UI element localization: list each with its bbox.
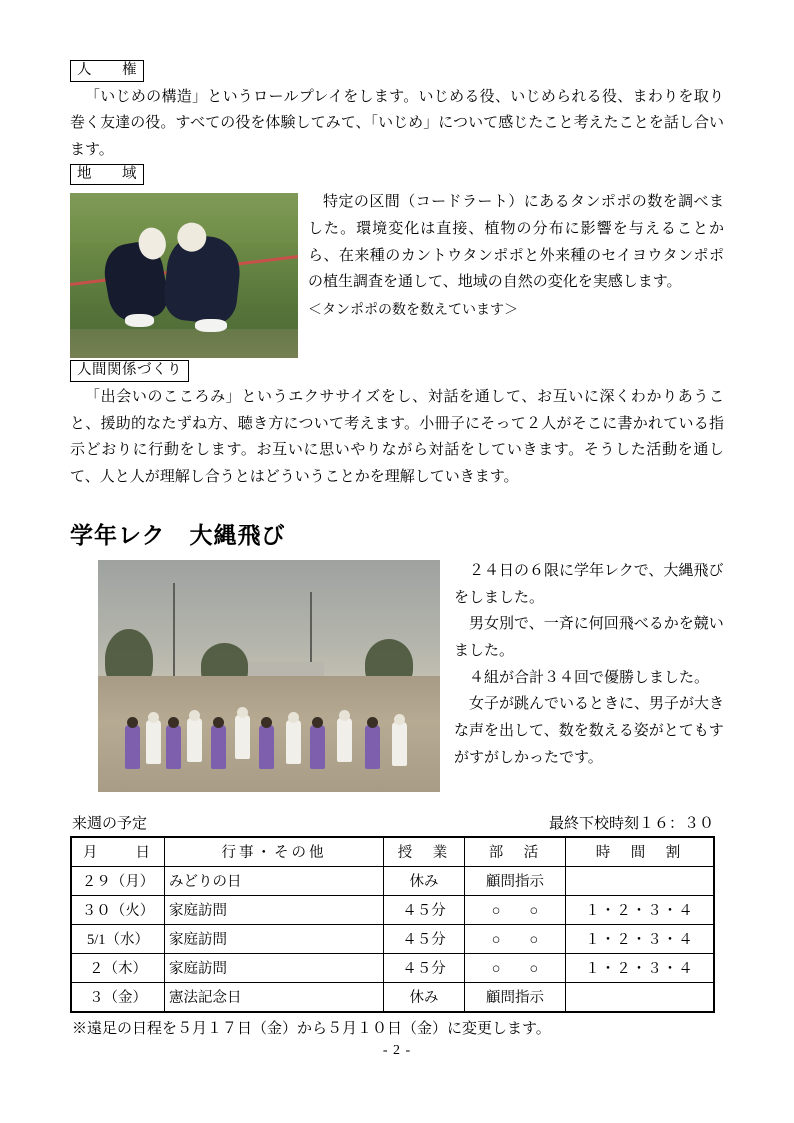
cell-event: 家庭訪問 xyxy=(165,895,384,924)
column-header-event: 行事・その他 xyxy=(165,837,384,867)
section-body-chiiki: 特定の区間（コードラート）にあるタンポポの数を調べました。環境変化は直接、植物の分布に影響を与えることから、在来種のカントウタンポポと外来種のセイヨウタンポポの植生調査を通して、地域の自然の変化を実感します。 xyxy=(308,194,724,291)
rec-paragraph-4: 女子が跳んでいるときに、男子が大きな声を出して、数を数える姿がとてもすがすがしかったです。 xyxy=(454,696,724,766)
schedule-header xyxy=(70,812,724,834)
photo-student xyxy=(365,725,380,769)
photo-dandelion-survey xyxy=(70,193,298,358)
cell-date: 5/1（水） xyxy=(71,924,165,953)
photo-student xyxy=(125,725,140,769)
rec-paragraph-2: 男女別で、一斉に何回飛べるかを競いました。 xyxy=(454,616,724,659)
photo-student xyxy=(392,722,407,766)
photo-caption-dandelion: ＜タンポポの数を数えています＞ xyxy=(308,303,518,319)
cell-timetable: １・２・３・４ xyxy=(566,953,715,982)
section-body-jinken: 「いじめの構造」というロールプレイをします。いじめる役、いじめられる役、まわりを取り巻く友達の役。すべての役を体験してみて、「いじめ」について感じたこと考えたことを話し合います。 xyxy=(70,88,724,159)
rec-paragraph-3: ４組が合計３４回で優勝しました。 xyxy=(469,669,710,686)
photo-student xyxy=(211,725,226,769)
photo-shoe-right xyxy=(195,319,227,332)
column-header-timetable: 時 間 割 xyxy=(566,837,715,867)
page-number: - 2 - xyxy=(382,1043,412,1058)
cell-timetable xyxy=(566,982,715,1012)
table-row xyxy=(71,895,714,924)
cell-event: 家庭訪問 xyxy=(165,924,384,953)
column-header-class: 授 業 xyxy=(384,837,465,867)
cell-date: ３（金） xyxy=(71,982,165,1012)
table-header-row xyxy=(71,837,714,867)
section-chiiki xyxy=(70,164,724,361)
page-title-gakunen-rec: 学年レク 大縄飛び xyxy=(70,522,286,549)
schedule-dismissal-time: 最終下校時刻１６：３０ xyxy=(548,815,714,832)
schedule-table xyxy=(70,836,715,1013)
column-header-date: 月 日 xyxy=(71,837,165,867)
cell-timetable xyxy=(566,866,715,895)
table-row xyxy=(71,924,714,953)
photo-pole-1 xyxy=(173,583,175,685)
section-ningenkankei xyxy=(70,360,724,490)
schedule-note: ※遠足の日程を５月１７日（金）から５月１０日（金）に変更します。 xyxy=(72,1020,551,1037)
cell-club: 顧問指示 xyxy=(465,866,566,895)
table-row xyxy=(71,953,714,982)
cell-event: 家庭訪問 xyxy=(165,953,384,982)
photo-student xyxy=(235,715,250,759)
section-label-jinken: 人 権 xyxy=(70,60,144,82)
section-gakunen-rec xyxy=(70,558,724,798)
table-row xyxy=(71,982,714,1012)
rec-paragraph-1: ２４日の６限に学年レクで、大縄飛びをしました。 xyxy=(454,562,724,606)
cell-date: ２（木） xyxy=(71,953,165,982)
cell-club: 顧問指示 xyxy=(465,982,566,1012)
cell-date: ２９（月） xyxy=(71,866,165,895)
photo-shoe-left xyxy=(125,314,155,327)
photo-student xyxy=(310,725,325,769)
cell-timetable: １・２・３・４ xyxy=(566,895,715,924)
table-row xyxy=(71,866,714,895)
cell-club: ○ ○ xyxy=(465,924,566,953)
cell-class: ４５分 xyxy=(384,924,465,953)
section-label-chiiki: 地 域 xyxy=(70,164,144,186)
photo-student xyxy=(337,718,352,762)
photo-dirt xyxy=(70,329,298,359)
photo-student xyxy=(286,720,301,764)
cell-event: 憲法記念日 xyxy=(165,982,384,1012)
cell-club: ○ ○ xyxy=(465,953,566,982)
schedule-title: 来週の予定 xyxy=(72,815,148,832)
cell-class: 休み xyxy=(384,866,465,895)
cell-timetable: １・２・３・４ xyxy=(566,924,715,953)
section-jinken xyxy=(70,60,724,164)
cell-class: 休み xyxy=(384,982,465,1012)
cell-class: ４５分 xyxy=(384,895,465,924)
photo-student xyxy=(259,725,274,769)
cell-event: みどりの日 xyxy=(165,866,384,895)
photo-student-right xyxy=(161,233,243,326)
cell-class: ４５分 xyxy=(384,953,465,982)
column-header-club: 部 活 xyxy=(465,837,566,867)
photo-student xyxy=(187,718,202,762)
photo-student xyxy=(166,725,181,769)
page-content xyxy=(70,60,724,1053)
section-body-ningenkankei: 「出会いのこころみ」というエクササイズをし、対話を通して、お互いに深くわかりあうこと、援助的なたずね方、聴き方について考えます。小冊子にそって２人がそこに書かれている指示どおりに行動をします。お互いに思いやりながら対話をしていきます。そうした活動を通して、人と人が理解し合うとはどういうことかを理解していきます。 xyxy=(70,389,724,486)
cell-date: ３０（火） xyxy=(71,895,165,924)
photo-long-rope-jumping xyxy=(98,560,440,792)
photo-student xyxy=(146,720,161,764)
section-label-ningenkankei: 人間関係づくり xyxy=(70,360,189,382)
cell-club: ○ ○ xyxy=(465,895,566,924)
